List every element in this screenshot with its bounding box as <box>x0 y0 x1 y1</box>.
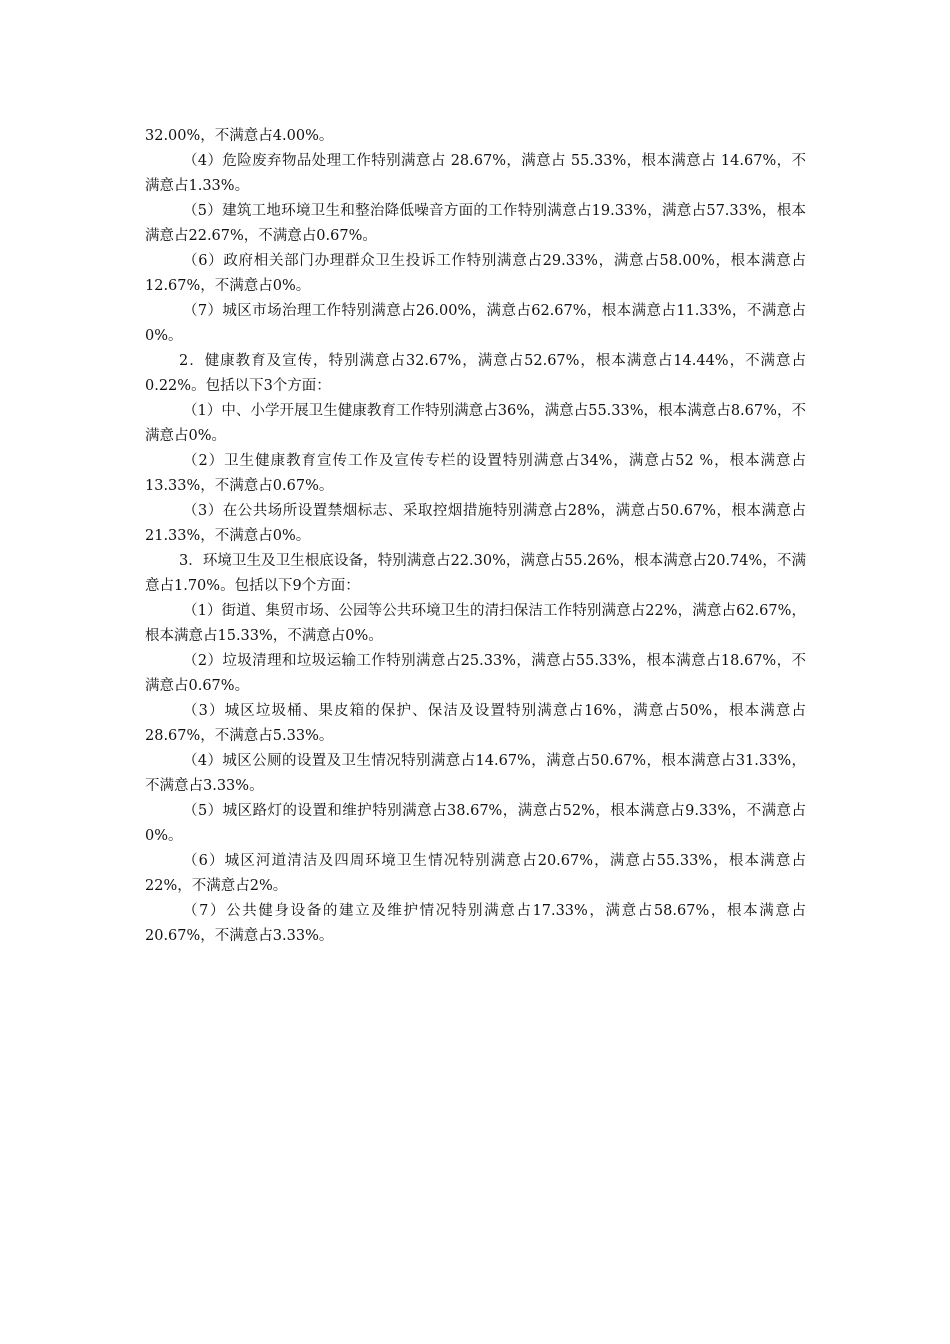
paragraph-item-7-fitness: （7）公共健身设备的建立及维护情况特别满意占17.33%，满意占58.67%，根本满意占20.67%，不满意占3.33%。 <box>145 903 806 944</box>
paragraph-item-3-smoking: （3）在公共场所设置禁烟标志、采取控烟措施特别满意占28%，满意占50.67%，根本满意占21.33%，不满意占0%。 <box>145 503 806 544</box>
paragraph-item-2-publicity: （2）卫生健康教育宣传工作及宣传专栏的设置特别满意占34%，满意占52 %，根本满意占13.33%，不满意占0.67%。 <box>145 453 806 494</box>
paragraph-item-1-schools: （1）中、小学开展卫生健康教育工作特别满意占36%，满意占55.33%，根本满意占8.67%，不满意占0%。 <box>145 403 806 444</box>
paragraph-item-7-market: （7）城区市场治理工作特别满意占26.00%，满意占62.67%，根本满意占11.33%，不满意占0%。 <box>145 303 806 344</box>
paragraph-item-1-streets: （1）街道、集贸市场、公园等公共环境卫生的清扫保洁工作特别满意占22%，满意占62.67%，根本满意占15.33%，不满意占0%。 <box>145 603 806 644</box>
paragraph-item-3-bins: （3）城区垃圾桶、果皮箱的保护、保洁及设置特别满意占16%，满意占50%，根本满意占28.67%，不满意占5.33%。 <box>145 703 806 744</box>
section-heading-environment: 3．环境卫生及卫生根底设备，特别满意占22.30%，满意占55.26%，根本满意占20.74%，不满意占1.70%。包括以下9个方面： <box>145 553 806 594</box>
paragraph-continued: 32.00%，不满意占4.00%。 <box>145 128 334 144</box>
paragraph-item-4-toilets: （4）城区公厕的设置及卫生情况特别满意占14.67%，满意占50.67%，根本满意占31.33%，不满意占3.33%。 <box>145 753 806 794</box>
paragraph-item-5-streetlights: （5）城区路灯的设置和维护特别满意占38.67%，满意占52%，根本满意占9.33%，不满意占0%。 <box>145 803 806 844</box>
paragraph-item-4-hazardous-waste: （4）危险废弃物品处理工作特别满意占 28.67%，满意占 55.33%，根本满意占 14.67%，不满意占1.33%。 <box>145 153 806 194</box>
document-body <box>145 124 806 949</box>
section-heading-health-education: 2．健康教育及宣传，特别满意占32.67%，满意占52.67%，根本满意占14.44%，不满意占0.22%。包括以下3个方面： <box>145 353 806 394</box>
paragraph-item-2-garbage: （2）垃圾清理和垃圾运输工作特别满意占25.33%，满意占55.33%，根本满意占18.67%，不满意占0.67%。 <box>145 653 806 694</box>
paragraph-item-6-complaints: （6）政府相关部门办理群众卫生投诉工作特别满意占29.33%，满意占58.00%，根本满意占12.67%，不满意占0%。 <box>145 253 806 294</box>
paragraph-item-6-rivers: （6）城区河道清洁及四周环境卫生情况特别满意占20.67%，满意占55.33%，根本满意占22%，不满意占2%。 <box>145 853 806 894</box>
paragraph-item-5-construction-site: （5）建筑工地环境卫生和整治降低噪音方面的工作特别满意占19.33%，满意占57.33%，根本满意占22.67%，不满意占0.67%。 <box>145 203 806 244</box>
